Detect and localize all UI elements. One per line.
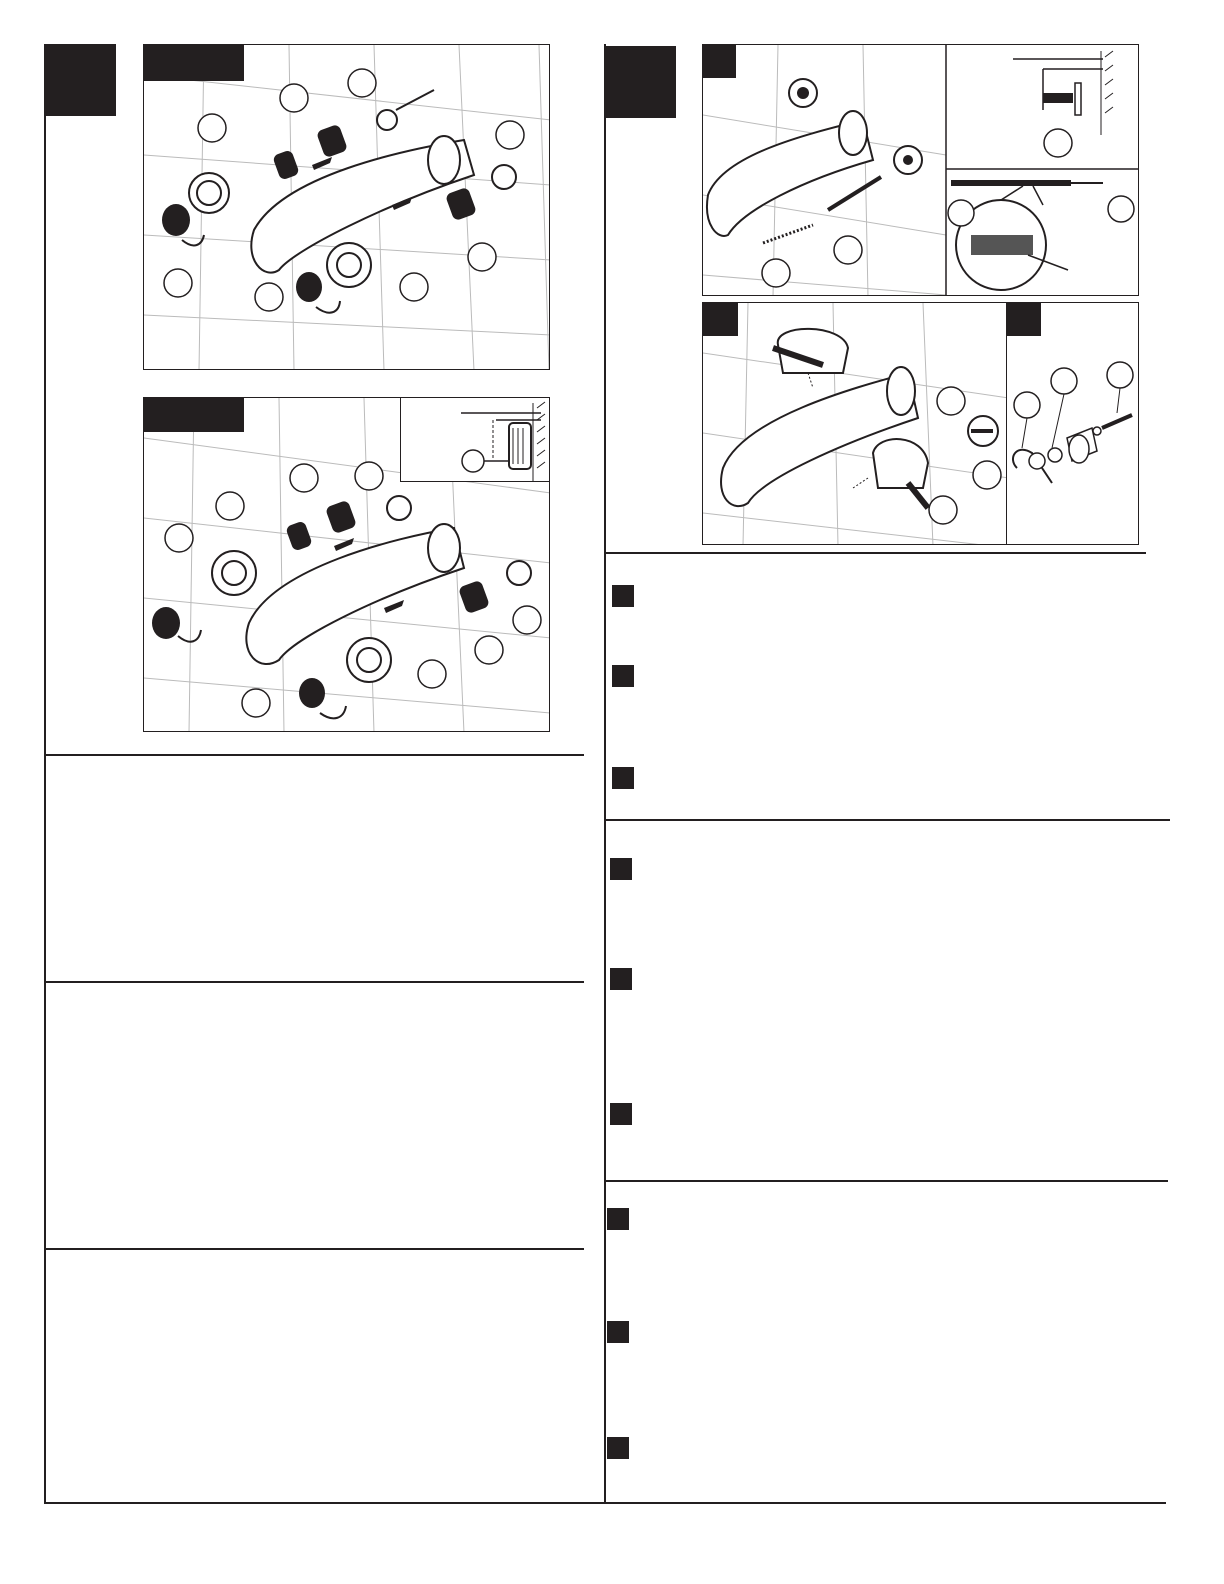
step-marker [612, 767, 634, 789]
right-section-divider-2 [606, 819, 1170, 821]
panel-handles [702, 302, 1008, 545]
panel-exploded-tab [1007, 303, 1041, 336]
step-marker [607, 1208, 629, 1230]
right-step-block [606, 46, 676, 118]
step-marker [607, 1437, 629, 1459]
left-section-divider-1 [44, 754, 584, 756]
step-marker [610, 858, 632, 880]
left-step-block [46, 44, 116, 116]
step-marker [610, 968, 632, 990]
center-divider [604, 44, 606, 1504]
left-section-divider-2 [44, 981, 584, 983]
step-marker [610, 1103, 632, 1125]
panel-exploded [1006, 302, 1139, 545]
right-section-divider-3 [606, 1180, 1168, 1182]
left-section-divider-3 [44, 1248, 584, 1250]
figure-b-inset [400, 398, 550, 482]
figure-b-tab [144, 398, 244, 432]
figure-b [143, 397, 550, 732]
figure-a-tab [144, 45, 244, 81]
left-border [44, 44, 46, 1504]
knob-bottom [296, 272, 322, 302]
panel-rods [702, 44, 1139, 296]
step-marker [612, 665, 634, 687]
figure-a [143, 44, 550, 370]
step-marker [612, 585, 634, 607]
right-section-divider-1 [606, 552, 1146, 554]
panel-rods-tab [703, 45, 736, 78]
panel-handles-tab [703, 303, 738, 336]
step-marker [607, 1321, 629, 1343]
knob-left [162, 204, 190, 236]
